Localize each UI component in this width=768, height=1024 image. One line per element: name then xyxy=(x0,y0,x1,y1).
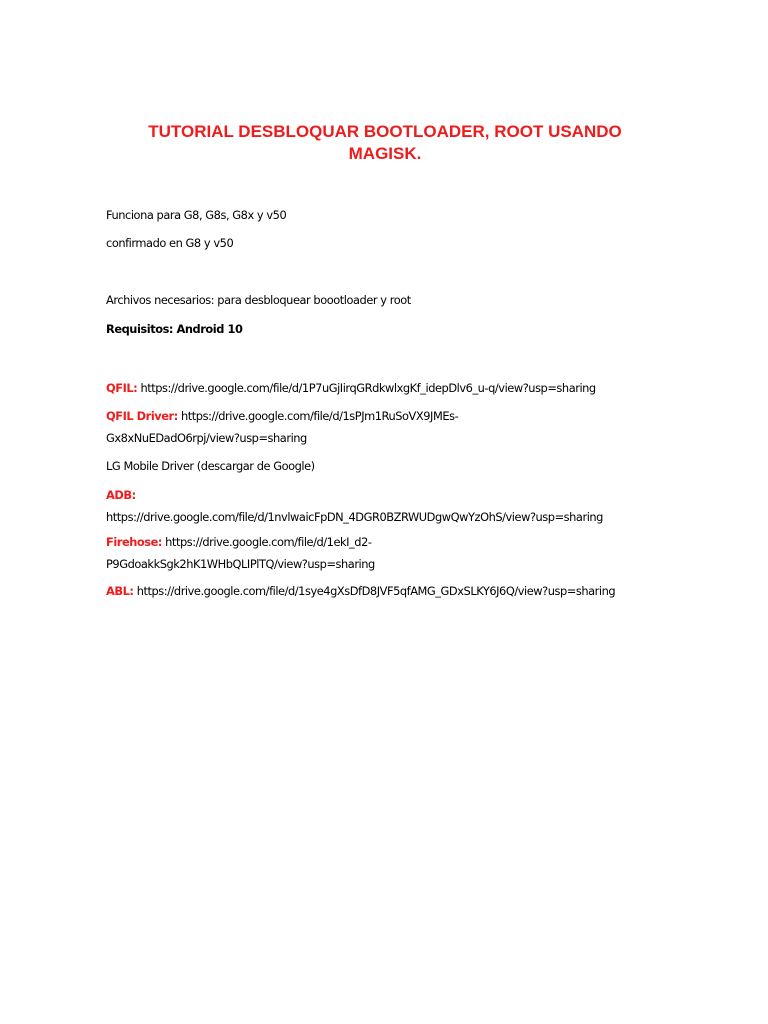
adb-link-paragraph xyxy=(106,484,603,528)
firehose-link-paragraph xyxy=(106,531,375,575)
title-line-1: TUTORIAL DESBLOQUAR BOOTLOADER, ROOT USANDO xyxy=(148,122,622,141)
abl-label: ABL: xyxy=(106,584,134,598)
firehose-link-part-2[interactable]: P9GdoakkSgk2hK1WHbQLIPlTQ/view?usp=sharing xyxy=(106,557,375,571)
qfil-link-paragraph xyxy=(106,377,596,399)
qfil-link[interactable]: https://drive.google.com/file/d/1P7uGjIirqGRdkwlxgKf_idepDlv6_u-q/view?usp=sharing xyxy=(140,381,596,395)
works-for-text: Funciona para G8, G8s, G8x y v50 xyxy=(106,208,287,222)
adb-label: ADB: xyxy=(106,488,136,502)
document-title xyxy=(110,121,660,165)
lg-driver-text: LG Mobile Driver (descargar de Google) xyxy=(106,459,315,473)
files-needed-text: Archivos necesarios: para desbloquear boootloader y root xyxy=(106,293,411,307)
firehose-link-part-1[interactable]: https://drive.google.com/file/d/1ekI_d2- xyxy=(165,535,372,549)
requirements-text: Requisitos: Android 10 xyxy=(106,322,243,336)
confirmed-text: confirmado en G8 y v50 xyxy=(106,236,234,250)
adb-link[interactable]: https://drive.google.com/file/d/1nvlwaicFpDN_4DGR0BZRWUDgwQwYzOhS/view?usp=sharing xyxy=(106,510,603,524)
qfil-driver-link-part-1[interactable]: https://drive.google.com/file/d/1sPJm1RuSoVX9JMEs- xyxy=(181,409,459,423)
title-line-2: MAGISK. xyxy=(348,144,422,163)
abl-link-paragraph xyxy=(106,580,615,602)
qfil-driver-label: QFIL Driver: xyxy=(106,409,178,423)
abl-link[interactable]: https://drive.google.com/file/d/1sye4gXsDfD8JVF5qfAMG_GDxSLKY6J6Q/view?usp=sharing xyxy=(136,584,616,598)
qfil-label: QFIL: xyxy=(106,381,138,395)
qfil-driver-link-part-2[interactable]: Gx8xNuEDadO6rpj/view?usp=sharing xyxy=(106,431,307,445)
qfil-driver-link-paragraph xyxy=(106,405,458,449)
firehose-label: Firehose: xyxy=(106,535,162,549)
